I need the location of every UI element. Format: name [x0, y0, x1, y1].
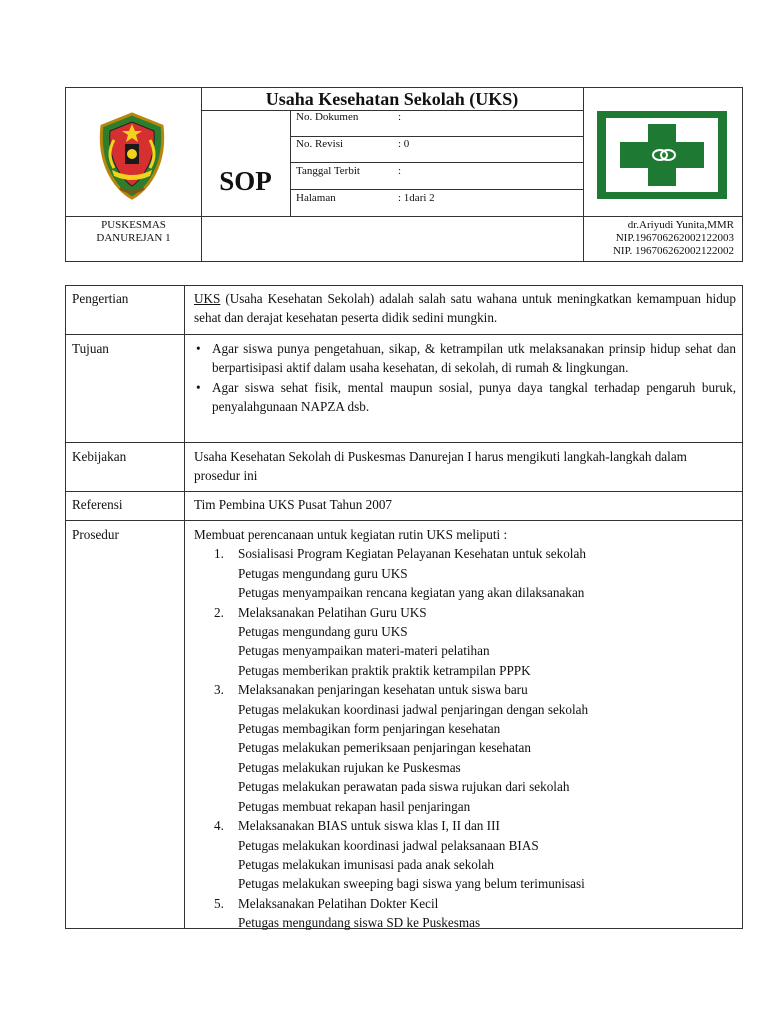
step-sub: Petugas melakukan koordinasi jadwal penjaringan dengan sekolah	[238, 701, 589, 717]
step-sub: Petugas mengundang guru UKS	[238, 565, 408, 581]
step-title: Melaksanakan BIAS untuk siswa klas I, II dan III	[238, 818, 500, 834]
signer-nip-2: NIP. 196706262002122002	[612, 245, 734, 257]
prosedur-step	[194, 894, 736, 933]
step-sub: Petugas melakukan rujukan ke Puskesmas	[238, 759, 461, 775]
step-title: Sosialisasi Program Kegiatan Pelayanan Kesehatan untuk sekolah	[238, 546, 586, 562]
pengertian-rest: (Usaha Kesehatan Sekolah) adalah salah satu wahana untuk meningkatkan kemampuan hidup sehat dan derajat kesehatan peserta didik sedini mungkin.	[194, 291, 736, 326]
step-sub: Petugas melakukan imunisasi pada anak sekolah	[238, 856, 494, 872]
step-sub: Petugas melakukan koordinasi jadwal pelaksanaan BIAS	[238, 837, 539, 853]
org-line-2: DANUREJAN 1	[96, 232, 171, 244]
meta-value-halaman: : 1dari 2	[398, 192, 435, 204]
signer-name: dr.Ariyudi Yunita,MMR	[627, 219, 734, 231]
meta-value-tanggal-terbit: :	[398, 165, 402, 177]
row-label-prosedur: Prosedur	[72, 527, 119, 542]
prosedur-step	[194, 680, 736, 816]
puskesmas-logo-icon	[596, 110, 728, 200]
step-sub: Petugas melakukan sweeping bagi siswa yang belum terimunisasi	[238, 876, 585, 892]
referensi-text: Tim Pembina UKS Pusat Tahun 2007	[194, 497, 393, 512]
row-label-referensi: Referensi	[72, 497, 123, 512]
prosedur-step	[194, 816, 736, 894]
step-sub: Petugas membuat rekapan hasil penjaringan	[238, 798, 471, 814]
step-title: Melaksanakan Pelatihan Guru UKS	[238, 604, 427, 620]
step-title: Melaksanakan penjaringan kesehatan untuk siswa baru	[238, 682, 528, 698]
step-sub: Petugas mengundang guru UKS	[238, 624, 408, 640]
tujuan-item: • Agar siswa punya pengetahuan, sikap, & ketrampilan utk melaksanakan prinsip hidup sehat dan berpartisipasi aktif dalam usaha kesehatan, di sekolah, di rumah & lingkungan.	[194, 339, 736, 378]
row-label-pengertian: Pengertian	[72, 291, 129, 306]
uks-term: UKS	[194, 291, 221, 306]
org-name	[66, 219, 201, 245]
row-label-kebijakan: Kebijakan	[72, 449, 127, 464]
org-line-1: PUSKESMAS	[101, 219, 166, 231]
meta-value-no-revisi: : 0	[398, 138, 410, 150]
prosedur-block	[194, 525, 736, 933]
step-sub: Petugas melakukan pemeriksaan penjaringan kesehatan	[238, 740, 531, 756]
prosedur-step	[194, 603, 736, 681]
step-sub: Petugas mengundang siswa SD ke Puskesmas	[238, 915, 481, 931]
step-sub: Petugas memberikan praktik praktik ketrampilan PPPK	[238, 662, 531, 678]
prosedur-intro: Membuat perencanaan untuk kegiatan rutin UKS meliputi :	[194, 527, 508, 542]
step-title: Melaksanakan Pelatihan Dokter Kecil	[238, 895, 439, 911]
step-sub: Petugas melakukan perawatan pada siswa rujukan dari sekolah	[238, 779, 570, 795]
meta-value-no-dokumen: :	[398, 111, 402, 123]
row-label-tujuan: Tujuan	[72, 341, 109, 356]
signer-nip-1: NIP.196706262002122003	[615, 232, 734, 244]
prosedur-step	[194, 544, 736, 602]
meta-label-tanggal-terbit: Tanggal Terbit	[296, 165, 360, 177]
signer-block	[584, 219, 734, 258]
meta-label-no-dokumen: No. Dokumen	[296, 111, 359, 123]
tujuan-item: • Agar siswa sehat fisik, mental maupun sosial, punya daya tangkal terhadap pengaruh buruk, penyalahgunaan NAPZA dsb.	[194, 378, 736, 417]
yogyakarta-crest-icon	[92, 110, 172, 200]
pengertian-text	[194, 289, 736, 328]
step-sub: Petugas membagikan form penjaringan kesehatan	[238, 721, 501, 737]
meta-label-halaman: Halaman	[296, 192, 336, 204]
document-title: Usaha Kesehatan Sekolah (UKS)	[265, 89, 519, 109]
meta-label-no-revisi: No. Revisi	[296, 138, 344, 150]
kebijakan-text: Usaha Kesehatan Sekolah di Puskesmas Danurejan I harus mengikuti langkah-langkah dalam prosedur ini	[194, 449, 687, 484]
tujuan-list	[194, 339, 736, 417]
sop-label: SOP	[219, 166, 272, 196]
step-sub: Petugas menyampaikan rencana kegiatan yang akan dilaksanakan	[238, 585, 585, 601]
step-sub: Petugas menyampaikan materi-materi pelatihan	[238, 643, 490, 659]
